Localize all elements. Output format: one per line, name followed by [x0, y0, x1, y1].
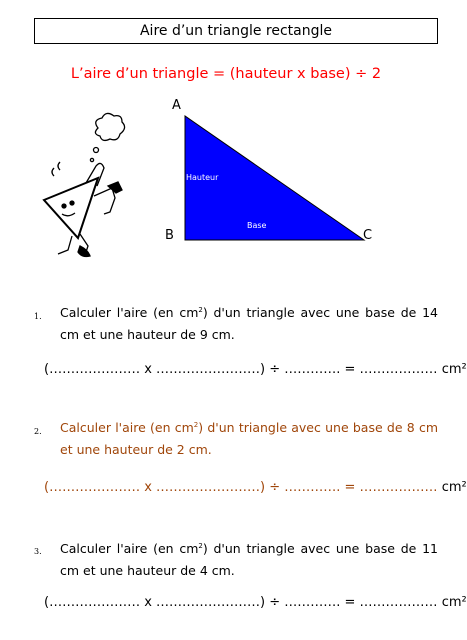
height-label: Hauteur: [186, 173, 219, 182]
area-formula: L’aire d’un triangle = (hauteur x base) ÷ 2: [70, 66, 382, 82]
question-3-answer-line[interactable]: (………………… x ……………………) ÷ …………. = ……………… cm²: [44, 595, 467, 610]
question-1-number: 1.: [34, 312, 42, 321]
triangle-figure: [0, 0, 452, 260]
page-title: Aire d’un triangle rectangle: [34, 18, 438, 44]
question-2-text: Calculer l'aire (en $cm^2$) d'un triangle avec une base de 8 cm et une hauteur de 2 cm.: [60, 420, 438, 458]
vertex-c-label: C: [363, 228, 373, 243]
vertex-b-label: B: [165, 228, 174, 243]
vertex-a-label: A: [172, 98, 181, 113]
question-3-number: 3.: [34, 547, 42, 556]
question-2-answer-line[interactable]: (………………… x ……………………) ÷ …………. = ……………… cm²: [44, 480, 467, 495]
base-label: Base: [247, 221, 267, 230]
question-1-answer-line[interactable]: (………………… x ……………………) ÷ …………. = ……………… cm²: [44, 362, 467, 377]
question-1-text: Calculer l'aire (en $cm^2$) d'un triangle avec une base de 14 cm et une hauteur de 9 cm.: [60, 305, 438, 343]
thinking-triangle-mascot-icon: [44, 113, 125, 256]
question-3-text: Calculer l'aire (en $cm^2$) d'un triangle avec une base de 11 cm et une hauteur de 4 cm.: [60, 541, 438, 579]
question-2-number: 2.: [34, 427, 42, 436]
